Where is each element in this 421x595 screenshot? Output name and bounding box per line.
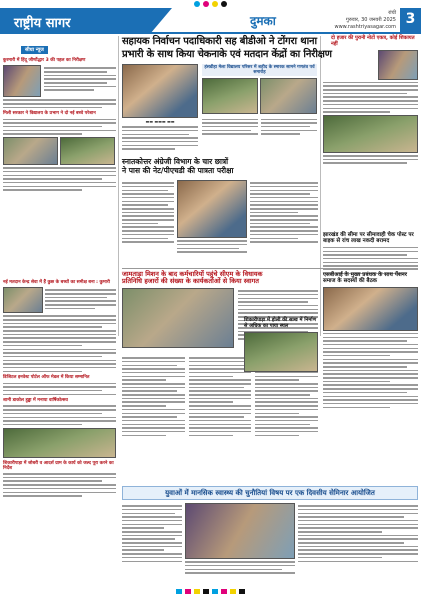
headline-right-3: शिकारीपाड़ा में होली की साख में निर्माण से अधिक का पाया स्थल bbox=[244, 317, 317, 329]
date-block bbox=[335, 10, 397, 31]
page-number: 3 bbox=[400, 8, 421, 34]
cyan-mark bbox=[194, 1, 200, 7]
registration-marks bbox=[0, 0, 421, 8]
headline-left-2: मिली सरकार ने विद्यालय के प्रभाग ने दो नई बच्चे परेशान bbox=[3, 111, 96, 117]
photo-left-3 bbox=[60, 137, 115, 165]
bottom-story bbox=[122, 486, 418, 576]
photo-top-2 bbox=[202, 78, 258, 114]
magenta-mark bbox=[203, 1, 209, 7]
photo-left-1 bbox=[3, 65, 41, 97]
bottom-headline: युवाओं में मानसिक स्वास्थ्य की चुनौतियां विषय पर एक दिवसीय सेमिनार आयोजित bbox=[122, 486, 418, 500]
black-mark bbox=[221, 1, 227, 7]
photo-portrait bbox=[177, 180, 247, 238]
photo-top-1 bbox=[122, 64, 198, 118]
photo-left-2 bbox=[3, 137, 58, 165]
story3-headline-line2: प्रतिनिधि हजारों की संख्या के कार्यकर्ताओं से किया स्वागत bbox=[122, 277, 259, 286]
headline-right-2: झारखंड की सीमा पर सीमावाही चेक पोस्ट पर बाइक से रांच लाख नकदी बरामद bbox=[323, 232, 414, 245]
photo-right-4 bbox=[323, 287, 418, 331]
story2-headline-line1: स्नातकोत्तर अंग्रेजी विभाग के चार छात्रों bbox=[122, 157, 229, 166]
photo-right-2 bbox=[323, 115, 418, 153]
top-sub-headline: हंसडीहा मेला विद्यालय परिसर में शहीद के स्मारक सामने गणतंत्र पर्व समारोह bbox=[202, 64, 317, 76]
photo-top-3 bbox=[260, 78, 317, 114]
left-column bbox=[3, 36, 116, 193]
story3-headline-line1: जामताड़ा मिशन के बाद कर्मचारियों पहुंचे सीएम के विधायक bbox=[122, 270, 263, 278]
photo-seminar bbox=[185, 503, 295, 559]
headline-left-3: नई मतदान केन्द्र सेवा में हैं कुछ के बच्चों का समीक्ष बना : कुमारी bbox=[3, 280, 110, 285]
masthead bbox=[0, 8, 421, 34]
story2-headline-line2: ने पास की नेट/पीएचडी की पात्रता परीक्षा bbox=[122, 165, 234, 175]
date-text: गुरुवार, 30 जनवरी 2025 bbox=[346, 17, 396, 23]
top-headline-line2: प्रभारी के साथ किया चेकनाके एवं मतदान केंद्रों का निरीक्षण bbox=[122, 48, 332, 60]
yellow-mark bbox=[212, 1, 218, 7]
color-bar bbox=[0, 588, 421, 595]
date-city: रांची bbox=[388, 10, 396, 16]
photo-right-1 bbox=[378, 50, 418, 80]
photo-right-3 bbox=[244, 332, 318, 372]
story-2 bbox=[122, 158, 318, 175]
headline-left-5: शामी डाकोल हुड्डा में मनाया वार्षिकोत्सव bbox=[3, 398, 68, 404]
kicker-badge: सीधा न्यूज bbox=[21, 46, 48, 54]
photo-left-5 bbox=[3, 428, 116, 458]
photo-left-4 bbox=[3, 287, 43, 313]
website: www.rashtriyasagar.com bbox=[334, 24, 396, 30]
headline-right-1: दो हजार की पुरानी नोटों एकत्र, कोई शिकायत नहीं bbox=[331, 35, 415, 47]
photo-crowd bbox=[122, 288, 234, 348]
top-headline-line1: सहायक निर्वाचन पदाधिकारी सह बीडीओ ने टोंगरा थाना bbox=[122, 36, 317, 47]
headline-right-4: एसबीआई के मुख्य प्रबंधक के साथ पेंशनर समाज के सदस्यों की बैठक bbox=[323, 272, 407, 285]
headline-left-1: कुरमारी में हिंदू जीर्णोद्धार 3 की पहल का निरीक्षण bbox=[3, 58, 86, 63]
right-column bbox=[323, 36, 418, 166]
headline-left-6: शिकारीपाड़ा में जोबरी व आदर्श ग्राम के कार्य को जल्द पूरा करने का निर्देश bbox=[3, 460, 114, 471]
paper-name: राष्ट्रीय सागर bbox=[0, 8, 150, 34]
headline-left-4: डिजिटल इनवेस्ट पोर्टल ऑफ मेडल में किया सम्मानित bbox=[3, 375, 90, 381]
edition-city: दुमका bbox=[250, 14, 276, 28]
